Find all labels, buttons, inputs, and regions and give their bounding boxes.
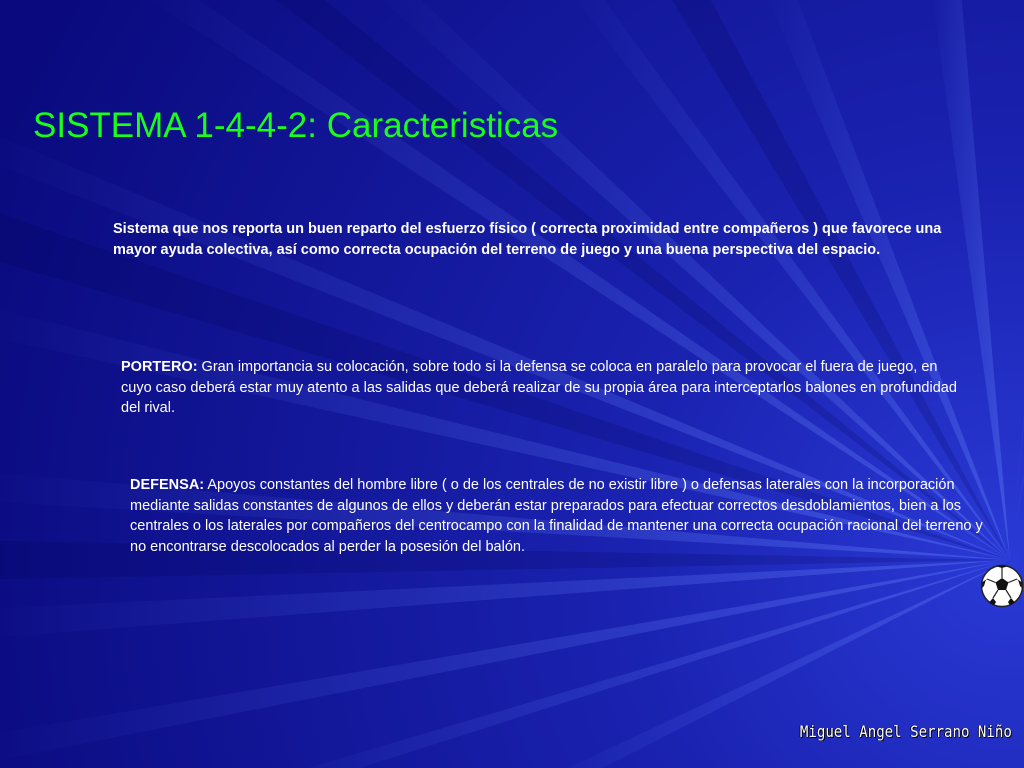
soccer-ball-icon xyxy=(980,564,1024,608)
portero-label: PORTERO: xyxy=(121,359,198,375)
intro-paragraph: Sistema que nos reporta un buen reparto del esfuerzo físico ( correcta proximidad entre compañeros ) que favorece una mayor ayuda colectiva, así como correcta ocupación del terreno de juego y una buena perspectiva del espacio. xyxy=(113,221,942,258)
defensa-text: Apoyos constantes del hombre libre ( o de los centrales de no existir libre ) o defensas laterales con la incorporación mediante salidas constantes de algunos de ellos y deberán estar preparados para efectuar correctos desdoblamientos, bien a los centrales o los laterales por compañeros del centrocampo con la finalidad de mantener una correcta ocupación racional del terreno y no encontrarse descolocados al perder la posesión del balón. xyxy=(130,477,983,555)
defensa-label: DEFENSA: xyxy=(130,477,205,493)
portero-text: Gran importancia su colocación, sobre todo si la defensa se coloca en paralelo para provocar el fuera de juego, en cuyo caso deberá estar muy atento a las salidas que deberá realizar de su propia área para interceptarlos balones en profundidad del rival. xyxy=(121,359,957,416)
defensa-paragraph xyxy=(130,475,990,557)
author-signature: Miguel Angel Serrano Niño xyxy=(800,722,1012,741)
slide-title: SISTEMA 1-4-4-2: Caracteristicas xyxy=(33,106,559,145)
portero-paragraph xyxy=(121,357,971,419)
